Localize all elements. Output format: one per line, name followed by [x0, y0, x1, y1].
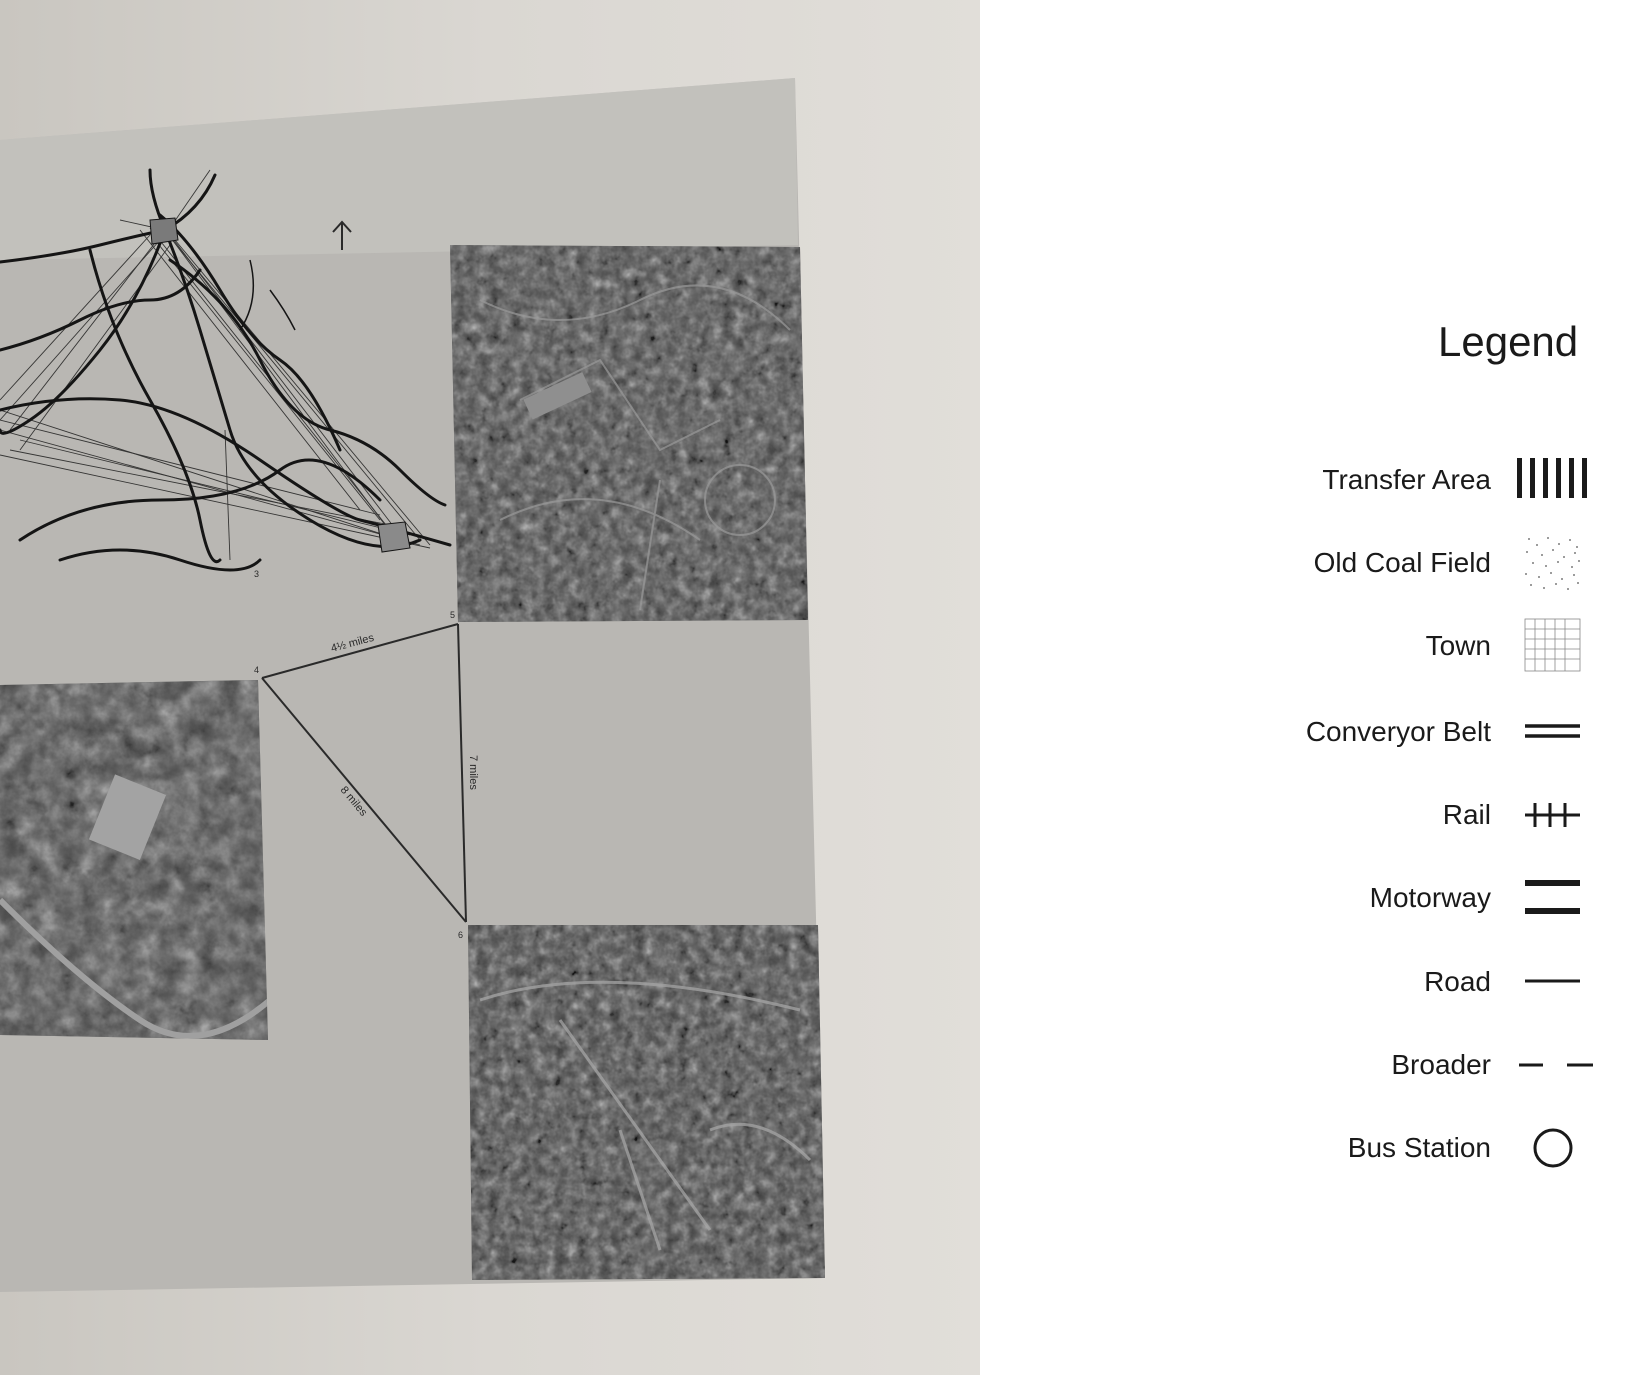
rail-track-icon [1515, 785, 1625, 845]
dashed-line-icon [1515, 1035, 1625, 1095]
distance-label-4-6: 8 miles [337, 784, 370, 819]
legend-panel [1160, 0, 1649, 1375]
legend-item-road [1160, 952, 1649, 1012]
single-line-icon [1515, 952, 1625, 1012]
aerial-photo-6 [460, 920, 830, 1285]
distance-label-4-5: 4½ miles [329, 631, 376, 655]
aerial-photo-5 [440, 240, 820, 630]
figure-number-3: 3 [254, 569, 260, 579]
point-label-5: 5 [450, 610, 456, 620]
legend-label: Rail [1442, 799, 1491, 830]
legend-label: Converyor Belt [1305, 716, 1491, 747]
thick-double-line-icon [1515, 868, 1625, 928]
point-label-4: 4 [254, 665, 260, 675]
stipple-pattern-icon [1515, 533, 1625, 593]
aerial-photo-4 [0, 675, 275, 1045]
transfer-area-hatch-icon [1515, 450, 1625, 510]
legend-label: Old Coal Field [1313, 547, 1491, 578]
legend-item-conveyor-belt [1160, 702, 1649, 762]
point-label-6: 6 [458, 930, 464, 940]
circle-icon [1515, 1118, 1625, 1178]
legend-label: Broader [1391, 1049, 1491, 1080]
legend-label: Bus Station [1347, 1132, 1491, 1163]
legend-label: Transfer Area [1322, 464, 1491, 495]
legend-item-bus-station [1160, 1118, 1649, 1178]
grid-pattern-icon [1515, 616, 1625, 676]
legend-label: Road [1424, 966, 1491, 997]
double-line-icon [1515, 702, 1625, 762]
legend-item-rail [1160, 785, 1649, 845]
legend-item-transfer-area [1160, 450, 1649, 510]
legend-label: Town [1425, 630, 1491, 661]
legend-item-old-coal-field [1160, 533, 1649, 593]
legend-item-motorway [1160, 868, 1649, 928]
legend-label: Motorway [1369, 882, 1491, 913]
distance-label-5-6: 7 miles [467, 755, 479, 790]
legend-item-broader [1160, 1035, 1649, 1095]
legend-title: Legend [1438, 318, 1579, 365]
legend-item-town [1160, 616, 1649, 676]
